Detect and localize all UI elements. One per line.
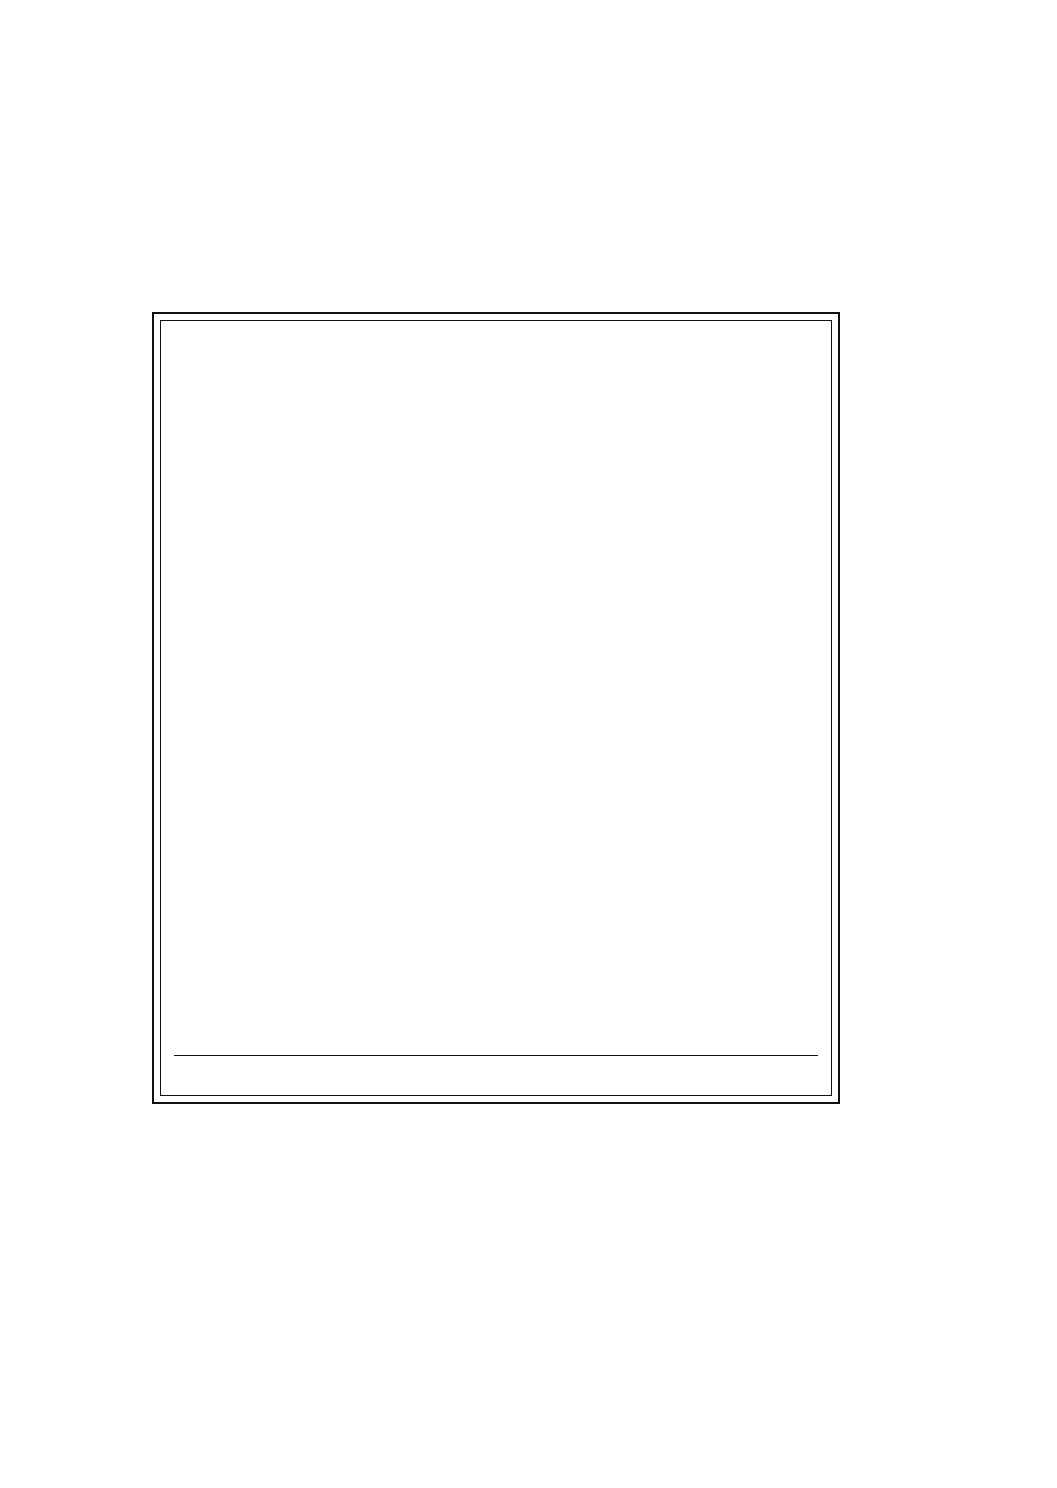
poem-box xyxy=(152,312,840,1104)
poem-box-footer xyxy=(174,1055,818,1096)
poem-box-inner-border xyxy=(160,320,832,1096)
